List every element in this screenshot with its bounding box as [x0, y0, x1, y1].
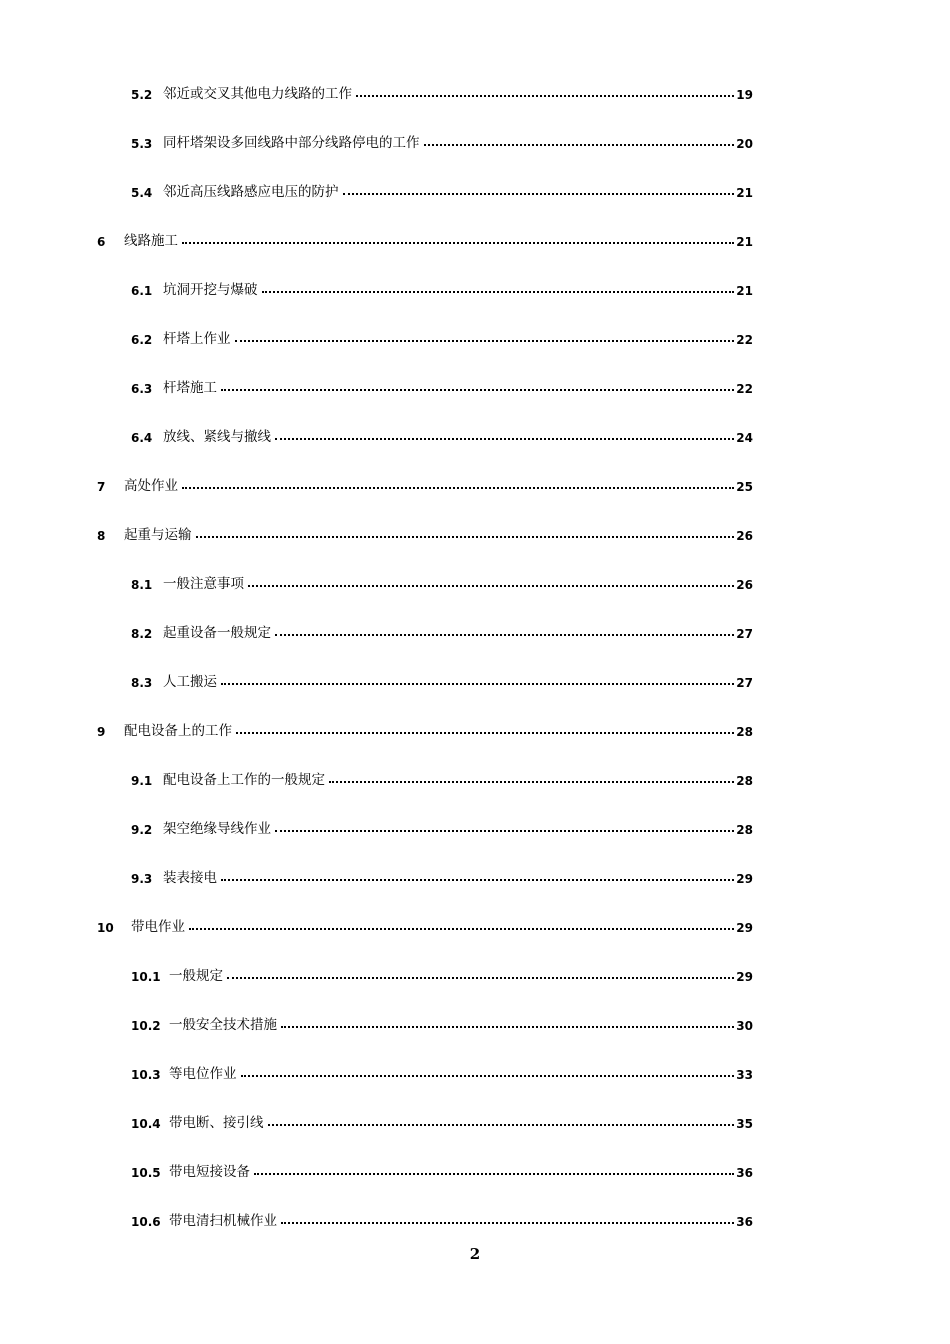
toc-entry-title: 邻近或交叉其他电力线路的工作	[163, 86, 352, 102]
toc-entry-title: 配电设备上工作的一般规定	[163, 772, 325, 788]
toc-entry-6-4[interactable]	[131, 423, 753, 445]
toc-entry-title: 带电清扫机械作业	[169, 1213, 277, 1229]
toc-entry-number: 8	[97, 529, 106, 543]
toc-entry-10-2[interactable]	[131, 1011, 753, 1033]
toc-dot-leader	[248, 585, 734, 587]
toc-entry-number: 5.3	[131, 137, 153, 151]
toc-entry-page: 24	[736, 431, 753, 445]
toc-entry-page: 28	[736, 725, 753, 739]
toc-entry-title: 起重设备一般规定	[163, 625, 271, 641]
toc-entry-number: 6.1	[131, 284, 153, 298]
toc-dot-leader	[275, 830, 734, 832]
toc-entry-page: 29	[736, 872, 753, 886]
toc-entry-page: 28	[736, 823, 753, 837]
toc-entry-6-1[interactable]	[131, 276, 753, 298]
toc-entry-number: 6.3	[131, 382, 153, 396]
toc-entry-8-2[interactable]	[131, 619, 753, 641]
toc-dot-leader	[356, 95, 734, 97]
toc-entry-number: 6.2	[131, 333, 153, 347]
toc-entry-5-3[interactable]	[131, 129, 753, 151]
toc-entry-number: 6	[97, 235, 106, 249]
toc-entry-title: 架空绝缘导线作业	[163, 821, 271, 837]
toc-entry-number: 10.3	[131, 1068, 161, 1082]
toc-entry-number: 9.2	[131, 823, 153, 837]
toc-entry-9[interactable]	[97, 717, 753, 739]
toc-dot-leader	[182, 487, 734, 489]
toc-entry-6-2[interactable]	[131, 325, 753, 347]
toc-entry-number: 10.5	[131, 1166, 161, 1180]
toc-entry-number: 9.1	[131, 774, 153, 788]
toc-entry-number: 7	[97, 480, 106, 494]
toc-dot-leader	[281, 1222, 734, 1224]
toc-dot-leader	[221, 389, 734, 391]
toc-entry-title: 装表接电	[163, 870, 217, 886]
toc-entry-page: 30	[736, 1019, 753, 1033]
toc-entry-title: 一般安全技术措施	[169, 1017, 277, 1033]
toc-entry-title: 配电设备上的工作	[124, 723, 232, 739]
toc-dot-leader	[343, 193, 735, 195]
toc-entry-page: 35	[736, 1117, 753, 1131]
toc-entry-number: 10	[97, 921, 114, 935]
toc-dot-leader	[275, 438, 734, 440]
toc-entry-10[interactable]	[97, 913, 753, 935]
toc-entry-9-3[interactable]	[131, 864, 753, 886]
toc-entry-title: 起重与运输	[124, 527, 192, 543]
toc-entry-title: 带电作业	[131, 919, 185, 935]
toc-entry-page: 21	[736, 284, 753, 298]
toc-dot-leader	[182, 242, 734, 244]
toc-entry-10-4[interactable]	[131, 1109, 753, 1131]
toc-entry-page: 33	[736, 1068, 753, 1082]
toc-entry-title: 杆塔上作业	[163, 331, 231, 347]
toc-dot-leader	[196, 536, 735, 538]
toc-entry-page: 19	[736, 88, 753, 102]
toc-dot-leader	[329, 781, 734, 783]
toc-entry-title: 坑洞开挖与爆破	[163, 282, 258, 298]
toc-entry-page: 26	[736, 529, 753, 543]
toc-dot-leader	[281, 1026, 734, 1028]
toc-entry-title: 一般规定	[169, 968, 223, 984]
toc-dot-leader	[241, 1075, 735, 1077]
toc-entry-title: 同杆塔架设多回线路中部分线路停电的工作	[163, 135, 420, 151]
toc-entry-title: 邻近高压线路感应电压的防护	[163, 184, 339, 200]
page-number: 2	[469, 1245, 481, 1263]
toc-entry-number: 10.6	[131, 1215, 161, 1229]
toc-entry-page: 28	[736, 774, 753, 788]
toc-entry-8-3[interactable]	[131, 668, 753, 690]
toc-entry-number: 8.2	[131, 627, 153, 641]
toc-dot-leader	[254, 1173, 734, 1175]
toc-entry-10-6[interactable]	[131, 1207, 753, 1229]
toc-dot-leader	[268, 1124, 735, 1126]
toc-entry-page: 25	[736, 480, 753, 494]
toc-entry-page: 29	[736, 921, 753, 935]
toc-entry-number: 10.1	[131, 970, 161, 984]
toc-entry-title: 一般注意事项	[163, 576, 244, 592]
toc-entry-number: 8.1	[131, 578, 153, 592]
toc-entry-number: 9.3	[131, 872, 153, 886]
toc-entry-page: 21	[736, 235, 753, 249]
toc-entry-number: 10.4	[131, 1117, 161, 1131]
toc-entry-7[interactable]	[97, 472, 753, 494]
toc-entry-number: 5.4	[131, 186, 153, 200]
toc-dot-leader	[275, 634, 734, 636]
toc-entry-title: 带电断、接引线	[169, 1115, 264, 1131]
toc-entry-title: 人工搬运	[163, 674, 217, 690]
toc-entry-page: 27	[736, 676, 753, 690]
toc-entry-number: 6.4	[131, 431, 153, 445]
toc-entry-6-3[interactable]	[131, 374, 753, 396]
toc-entry-5-2[interactable]	[131, 80, 753, 102]
toc-entry-9-2[interactable]	[131, 815, 753, 837]
toc-entry-page: 22	[736, 382, 753, 396]
toc-dot-leader	[424, 144, 735, 146]
toc-entry-title: 放线、紧线与撤线	[163, 429, 271, 445]
toc-dot-leader	[221, 879, 734, 881]
toc-entry-page: 36	[736, 1166, 753, 1180]
toc-entry-number: 10.2	[131, 1019, 161, 1033]
toc-entry-page: 22	[736, 333, 753, 347]
toc-entry-page: 26	[736, 578, 753, 592]
toc-entry-title: 带电短接设备	[169, 1164, 250, 1180]
toc-entry-8[interactable]	[97, 521, 753, 543]
toc-dot-leader	[262, 291, 735, 293]
toc-entry-9-1[interactable]	[131, 766, 753, 788]
toc-entry-page: 29	[736, 970, 753, 984]
toc-entry-number: 5.2	[131, 88, 153, 102]
toc-entry-title: 杆塔施工	[163, 380, 217, 396]
toc-dot-leader	[221, 683, 734, 685]
toc-dot-leader	[227, 977, 734, 979]
toc-entry-10-3[interactable]	[131, 1060, 753, 1082]
toc-entry-title: 等电位作业	[169, 1066, 237, 1082]
toc-entry-6[interactable]	[97, 227, 753, 249]
toc-entry-page: 27	[736, 627, 753, 641]
toc-entry-10-5[interactable]	[131, 1158, 753, 1180]
toc-entry-number: 8.3	[131, 676, 153, 690]
toc-entry-10-1[interactable]	[131, 962, 753, 984]
toc-entry-title: 高处作业	[124, 478, 178, 494]
toc-entry-page: 21	[736, 186, 753, 200]
toc-dot-leader	[236, 732, 734, 734]
toc-entry-page: 36	[736, 1215, 753, 1229]
toc-entry-page: 20	[736, 137, 753, 151]
toc-entry-number: 9	[97, 725, 106, 739]
toc-entry-5-4[interactable]	[131, 178, 753, 200]
toc-entry-8-1[interactable]	[131, 570, 753, 592]
toc-dot-leader	[189, 928, 734, 930]
toc-entry-title: 线路施工	[124, 233, 178, 249]
toc-dot-leader	[235, 340, 735, 342]
